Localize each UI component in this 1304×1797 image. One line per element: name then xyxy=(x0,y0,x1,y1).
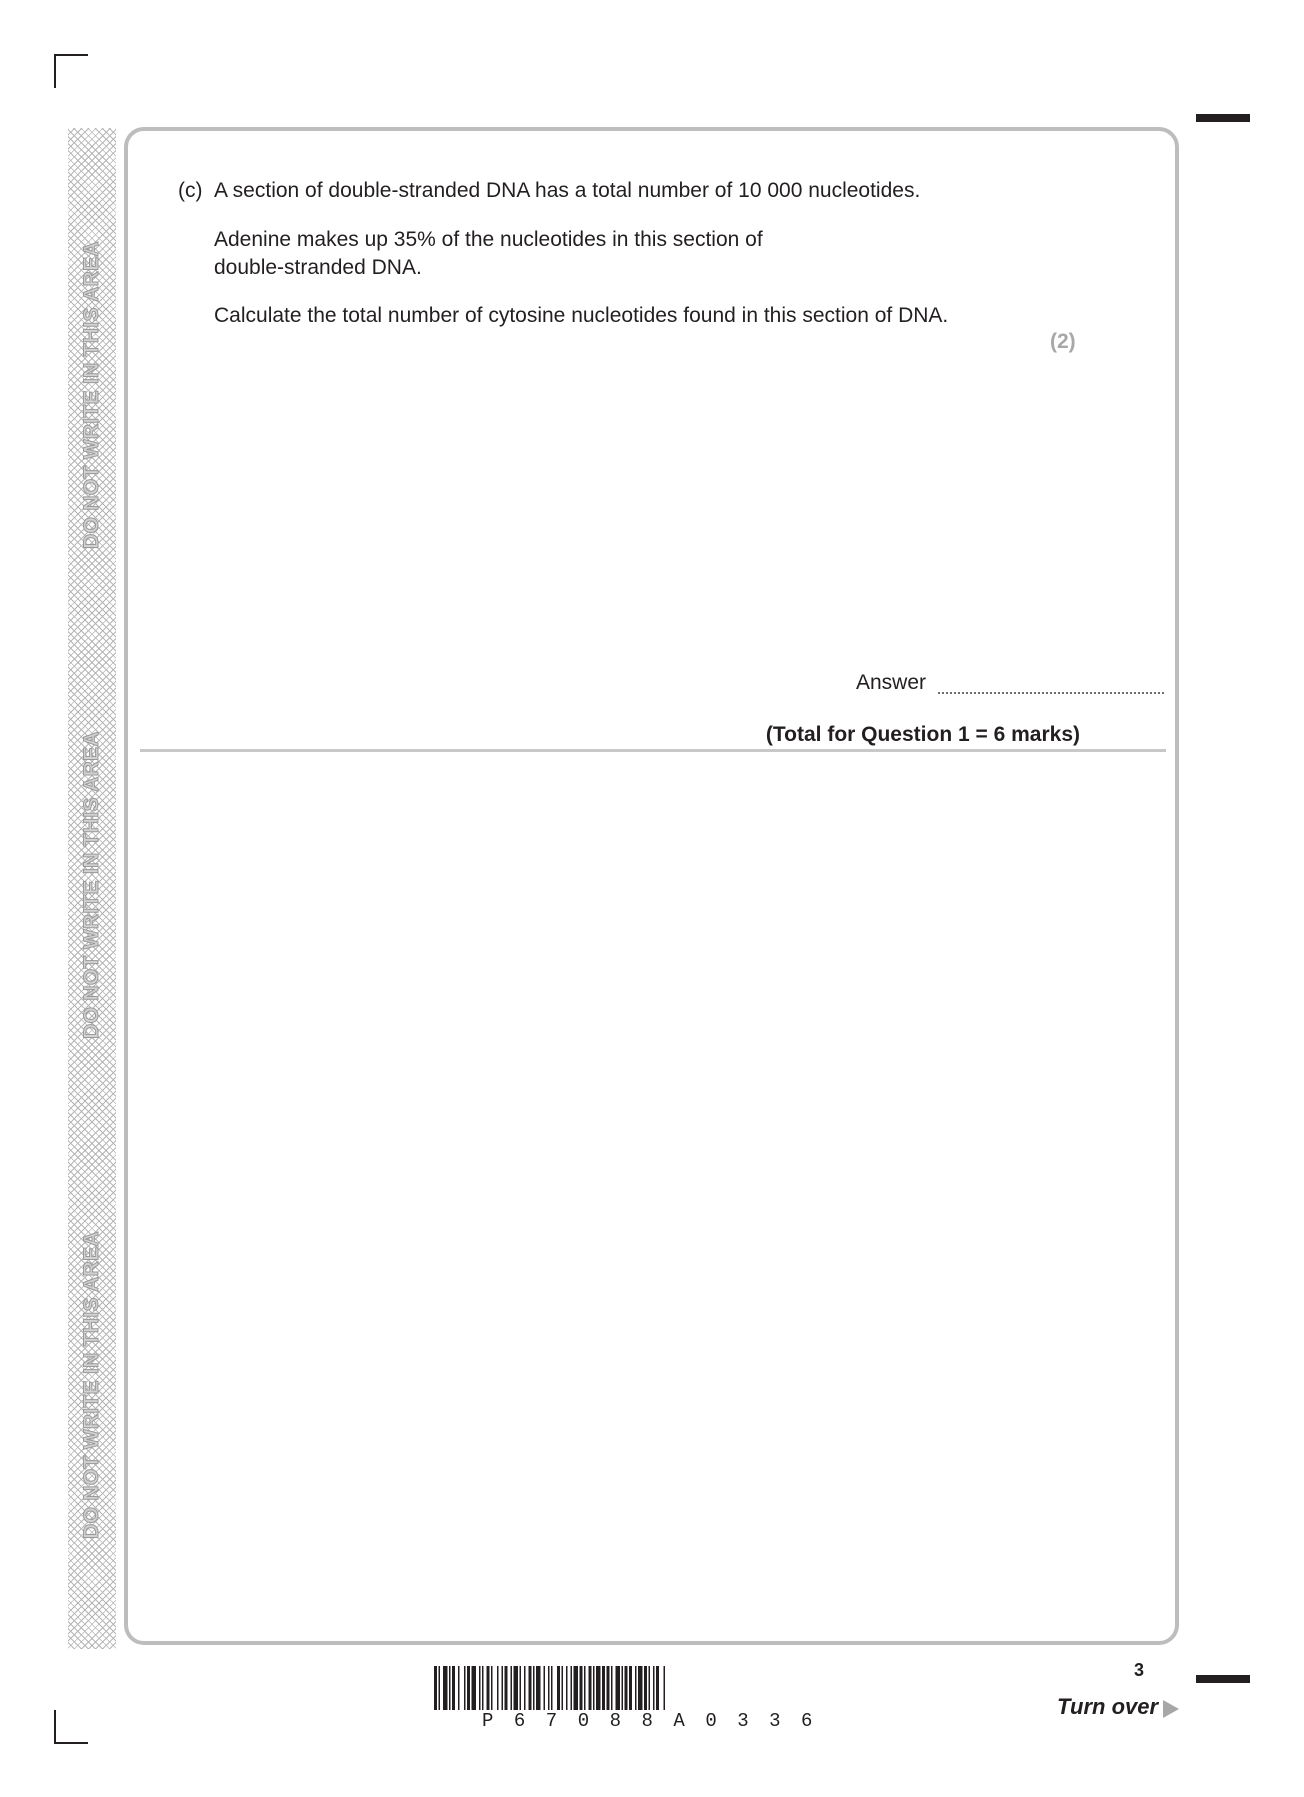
edge-tab-bottom xyxy=(1196,1675,1250,1683)
question-divider xyxy=(140,749,1166,752)
turn-over-label: Turn over xyxy=(1057,1694,1159,1719)
barcode-bar xyxy=(629,1666,632,1710)
answer-label: Answer xyxy=(856,671,927,694)
marks-indicator: (2) xyxy=(1050,330,1076,353)
barcode-bar xyxy=(644,1666,647,1710)
barcode-bar xyxy=(611,1666,613,1710)
barcode-bar xyxy=(638,1666,643,1710)
play-arrow-icon xyxy=(1163,1700,1179,1718)
barcode-bar xyxy=(548,1666,550,1710)
question-instruction: Calculate the total number of cytosine nucleotides found in this section of DNA. xyxy=(214,304,949,327)
question-total: (Total for Question 1 = 6 marks) xyxy=(765,723,1080,746)
barcode-bar xyxy=(607,1666,610,1710)
barcode-bar xyxy=(622,1666,624,1710)
barcode-bar xyxy=(502,1666,504,1710)
barcode-bar xyxy=(449,1666,451,1710)
barcode-bar xyxy=(452,1666,455,1710)
barcode-bar xyxy=(505,1666,508,1710)
barcode-bar xyxy=(664,1666,666,1710)
question-stem: A section of double-stranded DNA has a total number of 10 000 nucleotides. xyxy=(214,179,921,202)
barcode-bar xyxy=(544,1666,546,1710)
crop-mark-bottom-left-vertical xyxy=(54,1710,56,1744)
question-info-line-2: double-stranded DNA. xyxy=(214,256,422,279)
barcode-bar xyxy=(589,1666,592,1710)
page-number: 3 xyxy=(1134,1660,1145,1680)
barcode-bar xyxy=(616,1666,621,1710)
barcode-bar xyxy=(482,1666,484,1710)
barcode-bar xyxy=(472,1666,477,1710)
barcode-bar xyxy=(487,1666,490,1710)
barcode-bar xyxy=(602,1666,605,1710)
barcode-bar xyxy=(434,1666,437,1710)
barcode-bar xyxy=(574,1666,579,1710)
barcode-bar xyxy=(443,1666,448,1710)
crop-mark-top-left-horizontal xyxy=(54,54,88,56)
barcode-text: P67088A0336 xyxy=(482,1710,833,1732)
barcode-bar xyxy=(584,1666,586,1710)
barcode-bar xyxy=(635,1666,637,1710)
edge-tab-top xyxy=(1196,114,1250,122)
barcode-bar xyxy=(497,1666,499,1710)
barcode-bar xyxy=(467,1666,470,1710)
barcode-bar xyxy=(524,1666,526,1710)
barcode-bar xyxy=(464,1666,466,1710)
barcode-bar xyxy=(491,1666,493,1710)
barcode-bar xyxy=(439,1666,441,1710)
barcode-bar xyxy=(520,1666,522,1710)
barcode-bar xyxy=(625,1666,628,1710)
answer-line[interactable] xyxy=(938,692,1164,694)
barcode-bar xyxy=(533,1666,535,1710)
barcode-bar xyxy=(529,1666,532,1710)
barcode-bar xyxy=(656,1666,659,1710)
crop-mark-bottom-left-horizontal xyxy=(54,1742,88,1744)
barcode-bar xyxy=(458,1666,460,1710)
question-label: (c) xyxy=(178,179,203,202)
barcode-bar xyxy=(536,1666,541,1710)
question-info-line-1: Adenine makes up 35% of the nucleotides in this section of xyxy=(214,228,763,251)
barcode-bar xyxy=(562,1666,564,1710)
barcode-bar xyxy=(566,1666,568,1710)
barcode-bar xyxy=(551,1666,553,1710)
crop-mark-top-left-vertical xyxy=(54,54,56,88)
answer-frame xyxy=(124,127,1179,1645)
barcode-bar xyxy=(593,1666,595,1710)
barcode-bar xyxy=(653,1666,655,1710)
barcode-bar xyxy=(596,1666,601,1710)
barcode xyxy=(434,1666,870,1710)
barcode-bar xyxy=(649,1666,651,1710)
barcode-bar xyxy=(514,1666,519,1710)
barcode-bar xyxy=(580,1666,583,1710)
barcode-bar xyxy=(571,1666,573,1710)
barcode-bar xyxy=(557,1666,560,1710)
barcode-bar xyxy=(511,1666,513,1710)
barcode-bar xyxy=(479,1666,481,1710)
